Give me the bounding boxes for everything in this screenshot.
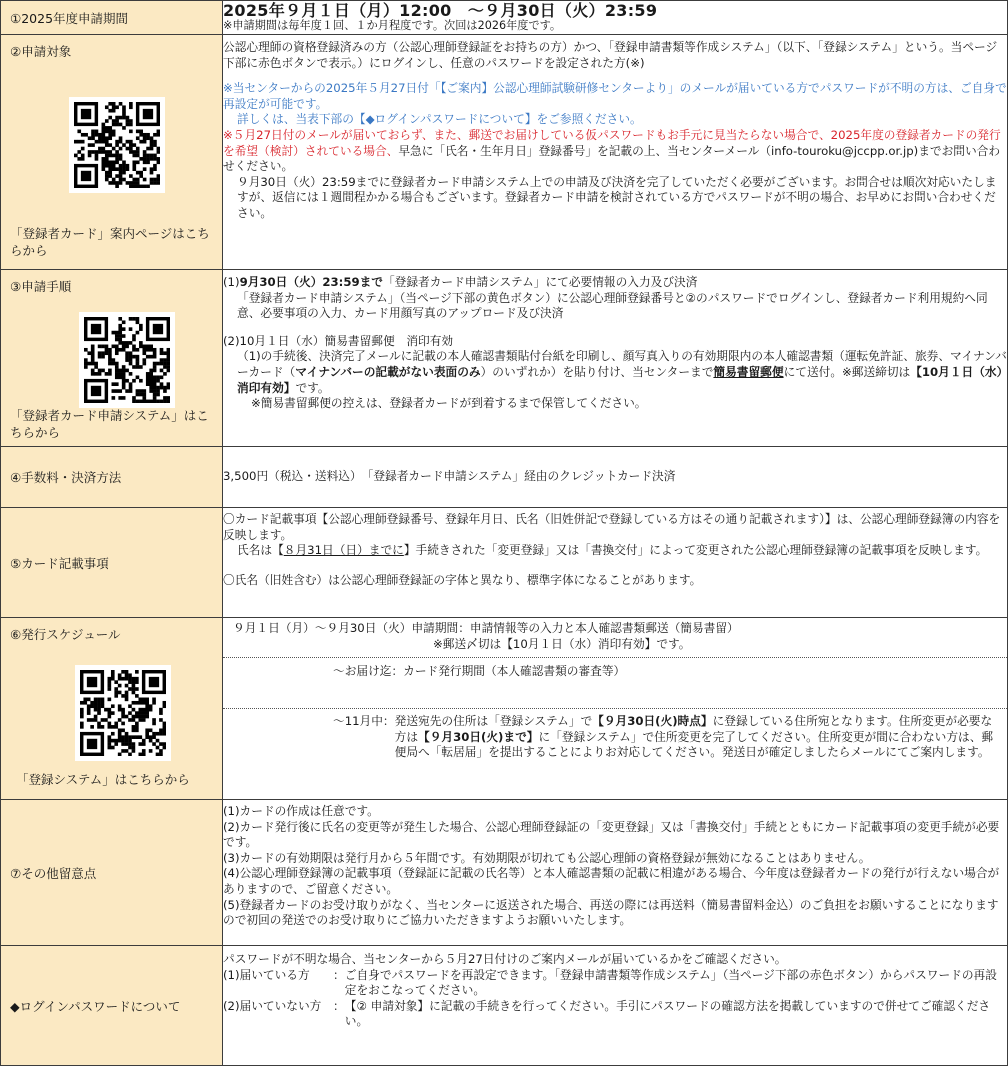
row-fee xyxy=(1,447,1008,508)
row-content xyxy=(223,946,1008,1066)
row-label: ①2025年度申請期間 xyxy=(10,10,129,26)
target-deadline: ９月30日（火）23:59までに登録者カード申請システム上での申請及び決済を完了していただく必要がございます。お問合せは順次対応いたしますが、返信には１週間程かかる場合もございます。登録者カード申請を検討されている方でパスワードが不明の場合、お早めにお問い合わせください。 xyxy=(237,174,997,220)
target-note-blue-detail: 詳しくは、当表下部の【◆ログインパスワードについて】をご参照ください。 xyxy=(237,112,642,127)
step2-detail: （1)の手続後、決済完了メールに記載の本人確認書類貼付台紙を印刷し、顔写真入りの有効期限内の本人確認書類（運転免許証、旅券、マイナンバーカード（マイナンバーの記載がない表面のみ）のいずれか）を貼り付け、当センターまで簡易書留郵便にて送付。※郵送締切は【10月１日（水）消印有効】です。 xyxy=(237,349,1007,395)
schedule-issuing xyxy=(223,657,1007,708)
schedule-shipping xyxy=(223,708,1007,764)
row-content xyxy=(223,1,1008,35)
row-content xyxy=(223,800,1008,946)
row-header xyxy=(1,1,223,35)
schedule-line: ９月１日（月）～９月30日（火）申請期間：申請情報等の入力と本人確認書類郵送（簡易書留） xyxy=(233,621,739,635)
target-paragraph: 公認心理師の資格登録済みの方（公認心理師登録証をお持ちの方）かつ、「登録申請書類等作成システム」（以下、「登録システム」という。当ページ下部に赤色ボタンで表示。）にログインし、任意のパスワードを設定された方(※) xyxy=(223,40,998,70)
schedule-line: ～お届け迄：カード発行期間（本人確認書類の審査等） xyxy=(333,664,626,678)
row-label: ④手数料・決済方法 xyxy=(10,470,122,485)
row-label: ③申請手順 xyxy=(10,279,72,294)
row-header xyxy=(1,618,223,800)
row-schedule xyxy=(1,618,1008,800)
row-card-items xyxy=(1,508,1008,618)
step2-note: ※簡易書留郵便の控えは、登録者カードが到着するまで保管してください。 xyxy=(251,396,647,411)
password-received: (1)届いている方 ： ご自身でパスワードを再設定できます。「登録申請書類等作成システム」（当ページ下部の赤色ボタン）からパスワードの再設定をおこなってください。 xyxy=(223,967,997,998)
target-note-red: ※５月27日付のメールが届いておらず、また、郵送でお届けしている仮パスワードもお手元に見当たらない場合で、2025年度の登録者カードの発行を希望（検討）されている場合、 xyxy=(223,127,1001,158)
step1-detail: 「登録者カード申請システム」（当ページ下部の黄色ボタン）に公認心理師登録番号と②のパスワードでログインし、登録者カード利用規約へ同意、必要事項の入力、カード用顔写真のアップロード及び決済 xyxy=(237,290,988,321)
period-note: ※申請期間は毎年度１回、１か月程度です。次回は2026年度です。 xyxy=(223,18,562,32)
note-item: (4)公認心理師登録簿の記載事項（登録証に記載の氏名等）と本人確認書類の記載に相違がある場合、今年度は登録者カードの発行が行えない場合がありますので、ご留意ください。 xyxy=(223,866,1000,896)
password-not-received: (2)届いていない方 ： 【② 申請対象】に記載の手続きを行ってください。手引にパスワードの確認方法を掲載していますので併せてご確認ください。 xyxy=(223,998,991,1029)
target-contact: 早急に「氏名・生年月日」登録番号」を記載の上、当センターメール（info-touroku@jccpp.or.jp)までお問い合わせください。 xyxy=(223,143,1001,174)
target-note-blue: ※当センターからの2025年５月27日付「【ご案内】公認心理師試験研修センターより」のメールが届いている方でパスワードが不明の方は、ご自身で再設定が可能です。 xyxy=(223,81,1007,111)
step2-title: (2)10月１日（水）簡易書留郵便 消印有効 xyxy=(223,333,454,348)
row-content xyxy=(223,270,1008,447)
step1-prefix: (1) xyxy=(223,275,240,289)
fee-text: 3,500円（税込・送料込） 「登録者カード申請システム」経由のクレジットカード決済 xyxy=(223,469,676,484)
schedule-shipping-detail: 発送宛先の住所は「登録システム」で【９月30日(火)時点】に登録している住所宛となります。住所変更が必要な方は【９月30日(火)まで】に「登録システム」で住所変更を完了してください。住所変更が間に合わない方は、郵便局へ「転居届」を提出することによりお対応してください。発送日が確定しましたらメールにてご案内します。 xyxy=(394,714,994,760)
schedule-application xyxy=(223,618,1007,657)
card-items-paragraph: 〇カード記載事項【公認心理師登録番号、登録年月日、氏名（旧姓併記で登録している方はその通り記載されます）】は、公認心理師登録簿の内容を反映します。 xyxy=(223,512,1001,542)
row-password xyxy=(1,946,1008,1066)
row-header xyxy=(1,946,223,1066)
row-header xyxy=(1,270,223,447)
qr-code-card-application[interactable] xyxy=(79,312,175,408)
step1-title: 「登録者カード申請システム」にて必要情報の入力及び決済 xyxy=(382,275,698,289)
step1-deadline: 9月30日（火）23:59まで xyxy=(239,275,383,289)
card-name-rule: 氏名は【８月31日（日）までに】手続きされた「変更登録」又は「書換交付」によって変更された公認心理師登録簿の記載事項を反映します。 xyxy=(237,543,988,558)
schedule-note: ※郵送〆切は【10月１日（水）消印有効】です。 xyxy=(433,636,691,651)
row-header xyxy=(1,800,223,946)
qr-caption: 「登録者カード申請システム」はこちらから xyxy=(10,408,209,440)
row-content xyxy=(223,35,1008,270)
row-content xyxy=(223,508,1008,618)
row-procedure xyxy=(1,270,1008,447)
row-notes xyxy=(1,800,1008,946)
row-label: ②申請対象 xyxy=(10,44,72,59)
qr-caption: 「登録システム」はこちらから xyxy=(16,772,190,787)
row-label: ◆ログインパスワードについて xyxy=(10,998,181,1014)
row-header xyxy=(1,508,223,618)
row-content xyxy=(223,447,1008,508)
row-label: ⑤カード記載事項 xyxy=(10,555,109,571)
qr-caption: 「登録者カード」案内ページはこちらから xyxy=(10,226,210,258)
schedule-key: ～11月中： xyxy=(333,714,395,728)
qr-code-registration-system[interactable] xyxy=(75,665,171,761)
period-main: 2025年９月１日（月）12:00 ～９月30日（火）23:59 xyxy=(223,1,658,20)
password-intro: パスワードが不明な場合、当センターから５月27日付けのご案内メールが届いているかをご確認ください。 xyxy=(223,952,787,966)
row-target xyxy=(1,35,1008,270)
note-item: (1)カードの作成は任意です。 xyxy=(223,804,379,818)
row-header xyxy=(1,35,223,270)
row-label: ⑦その他留意点 xyxy=(10,865,97,881)
row-header xyxy=(1,447,223,508)
card-font-note: 〇氏名（旧姓含む）は公認心理師登録証の字体と異なり、標準字体になることがあります。 xyxy=(223,572,702,587)
row-period xyxy=(1,1,1008,35)
qr-code-card-info[interactable] xyxy=(69,97,165,193)
row-content xyxy=(223,618,1008,800)
row-label: ⑥発行スケジュール xyxy=(10,627,121,642)
note-item: (3)カードの有効期限は発行月から５年間です。有効期限が切れても公認心理師の資格登録が無効になることはありません。 xyxy=(223,850,871,865)
note-item: (5)登録者カードのお受け取りがなく、当センターに返送された場合、再送の際には再送料（簡易書留料金込）のご負担をお願いすることになりますので初回の発送でのお受け取りにご協力いただきますようお願いいたします。 xyxy=(223,897,999,928)
note-item: (2)カード発行後に氏名の変更等が発生した場合、公認心理師登録証の「変更登録」又は「書換交付」手続とともにカード記載事項の変更手続が必要です。 xyxy=(223,819,1000,850)
